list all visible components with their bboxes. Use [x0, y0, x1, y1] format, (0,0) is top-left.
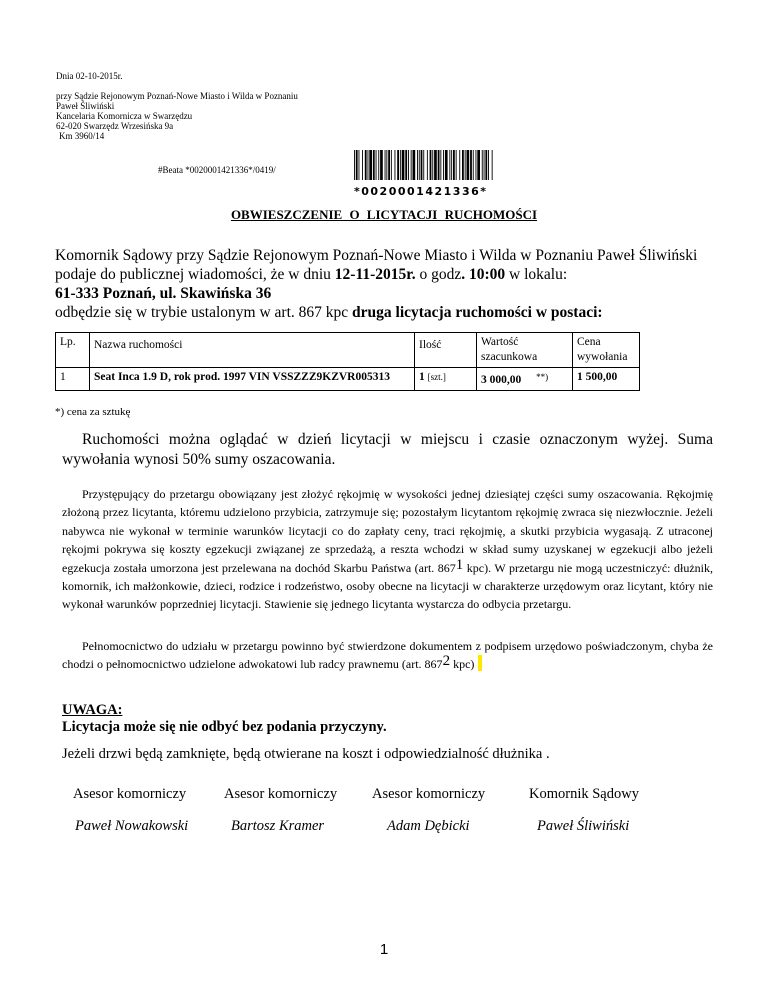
auction-location: 61-333 Poznań, ul. Skawińska 36 — [55, 285, 272, 302]
barcode-bar — [376, 150, 377, 180]
barcode-bar — [488, 150, 489, 180]
header-qty: Ilość — [415, 333, 477, 368]
barcode-bar — [368, 150, 369, 180]
intro-line-1: Komornik Sądowy przy Sądzie Rejonowym Poznań-Nowe Miasto i Wilda w Poznaniu Paweł Śliwiński — [55, 247, 698, 264]
row-qty-value: 1 — [419, 371, 425, 383]
intro-line-2 — [55, 265, 715, 284]
row-value — [477, 368, 573, 391]
row-qty — [415, 368, 477, 391]
barcode-bar — [395, 150, 396, 180]
barcode-reference: #Beata *0020001421336*/0419/ — [158, 165, 276, 175]
case-number: Km 3960/14 — [59, 131, 105, 141]
signature-name-2: Bartosz Kramer — [231, 818, 325, 834]
auction-date: 12-11-2015r. — [334, 266, 416, 283]
barcode-bar — [492, 150, 493, 180]
header-lp: Lp. — [56, 333, 90, 368]
signature-role-2: Asesor komorniczy — [224, 786, 338, 802]
barcode-bar — [354, 150, 355, 180]
deposit-text-a: Przystępujący do przetargu obowiązany jest złożyć rękojmię w wysokości jednej dziesiątej części sumy oszacowania. Rękojmię złożoną przez licytanta, któremu udzielono przybicia, zatrzymuje się; pozostałym licytantom rękojmię zwraca się niezwłocznie. Jeżeli nabywca nie wykonał w terminie warunków licytacji co do zapłaty ceny, traci rękojmię, a skutki przybicia wygasają. Z utraconej rękojmi pokrywa się koszty egzekucji związanej ze sprzedażą, a reszta wchodzi w skład sumy uzyskanej w egzekucji albo jeżeli egzekucja została umorzona jest przelewana na dochód Skarbu Państwa (art. 867 — [62, 487, 713, 575]
office-name: Kancelaria Komornicza w Swarzędzu — [56, 111, 193, 121]
barcode-bar — [451, 150, 452, 180]
barcode-bar — [467, 150, 470, 180]
barcode-bar — [369, 150, 372, 180]
signature-name-3: Adam Dębicki — [387, 818, 470, 834]
barcode-bar — [391, 150, 392, 180]
signature-role-3: Asesor komorniczy — [372, 786, 486, 802]
power-of-attorney-paragraph — [62, 637, 713, 674]
row-value-note: **) — [536, 372, 549, 382]
intro-text — [55, 246, 715, 322]
barcode-bar — [400, 150, 401, 180]
row-price: 1 500,00 — [573, 368, 640, 391]
signature-role-4: Komornik Sądowy — [529, 786, 639, 802]
barcode-bar — [477, 150, 480, 180]
barcode-bar — [405, 150, 407, 180]
barcode-bar — [373, 150, 375, 180]
highlight-mark — [478, 655, 482, 671]
barcode-bar — [423, 150, 424, 180]
barcode-bar — [417, 150, 418, 180]
barcode-bar — [456, 150, 457, 180]
bailiff-name: Paweł Śliwiński — [56, 101, 115, 111]
table-header-row — [56, 333, 640, 368]
barcode-bar — [378, 150, 379, 180]
barcode-bar — [465, 150, 466, 180]
barcode-bar — [421, 150, 423, 180]
signatures — [0, 786, 768, 846]
deposit-paragraph — [62, 485, 713, 614]
barcode-code: *0020001421336* — [354, 185, 488, 198]
footnote: *) cena za sztukę — [55, 406, 131, 418]
viewing-paragraph: Ruchomości można oglądać w dzień licytacji w miejscu i czasie oznaczonym wyżej. Suma wywołania wynosi 50% sumy oszacowania. — [62, 431, 713, 468]
poa-article-sup: 2 — [442, 653, 451, 670]
barcode-bar — [388, 150, 390, 180]
table-row — [56, 368, 640, 391]
signature-role-1: Asesor komorniczy — [73, 786, 187, 802]
notice-text: Licytacja może się nie odbyć bez podania przyczyny. — [62, 719, 387, 735]
barcode-bar — [413, 150, 416, 180]
barcode-bar — [359, 150, 360, 180]
intro-line-4 — [55, 303, 715, 322]
signature-name-4: Paweł Śliwiński — [537, 818, 630, 834]
barcode-bar — [459, 150, 460, 180]
page-title: OBWIESZCZENIE O LICYTACJI RUCHOMOŚCI — [230, 207, 538, 222]
poa-text-a: Pełnomocnictwo do udziału w przetargu powinno być stwierdzone dokumentem z podpisem urzędowo poświadczonym, chyba że chodzi o pełnomocnictwo udzielone adwokatowi lub radcy prawnemu (art. 867 — [62, 639, 713, 672]
barcode-bar — [438, 150, 440, 180]
barcode-bars — [354, 150, 494, 180]
barcode-bar — [443, 150, 444, 180]
notice-block — [62, 702, 387, 736]
poa-text-b: kpc) — [450, 657, 475, 672]
auction-time: . 10:00 — [461, 266, 506, 283]
barcode-bar — [434, 150, 437, 180]
barcode-bar — [362, 150, 363, 180]
barcode-bar — [485, 150, 487, 180]
barcode-bar — [430, 150, 432, 180]
barcode-bar — [402, 150, 405, 180]
barcode-bar — [385, 150, 386, 180]
barcode-bar — [445, 150, 448, 180]
intro-line-2-start: podaje do publicznej wiadomości, że w dniu — [55, 266, 335, 283]
items-table — [55, 332, 640, 391]
row-value-amount: 3 000,00 — [481, 374, 522, 386]
barcode-bar — [453, 150, 455, 180]
barcode-bar — [440, 150, 441, 180]
signature-name-1: Paweł Nowakowski — [75, 818, 189, 834]
auction-type: druga licytacja ruchomości w postaci: — [352, 304, 603, 321]
row-name: Seat Inca 1.9 D, rok prod. 1997 VIN VSSZZZ9KZVR005313 — [90, 368, 415, 391]
intro-line-2-end: w lokalu: — [505, 266, 568, 283]
barcode-bar — [427, 150, 428, 180]
barcode-bar — [449, 150, 450, 180]
row-qty-unit: [szt.] — [427, 372, 446, 382]
deposit-text-b: kpc). W przetargu nie mogą uczestniczyć: dłużnik, komornik, ich małżonkowie, dzieci, rodzice i rodzeństwo, osoby obecne na licytacji w charakterze urzędowym oraz licytant, który nie wykonał warunków poprzedniej licytacji. Stawienie się jednego licytanta wystarcza do odbycia przetargu. — [62, 560, 713, 612]
letterhead — [56, 71, 298, 141]
barcode-bar — [408, 150, 409, 180]
court-name: przy Sądzie Rejonowym Poznań-Nowe Miasto i Wilda w Poznaniu — [56, 91, 298, 101]
barcode-bar — [473, 150, 474, 180]
barcode-bar — [482, 150, 483, 180]
barcode-bar — [470, 150, 472, 180]
barcode-bar — [365, 150, 367, 180]
barcode-bar — [462, 150, 464, 180]
header-value: Wartość szacunkowa — [477, 333, 573, 368]
header-name: Nazwa ruchomości — [90, 333, 415, 368]
intro-line-4-start: odbędzie się w trybie ustalonym w art. 867 kpc — [55, 304, 353, 321]
barcode-bar — [356, 150, 358, 180]
barcode-bar — [432, 150, 433, 180]
intro-line-2-mid: o godz — [415, 266, 462, 283]
deposit-article-sup: 1 — [455, 556, 464, 573]
barcode-bar — [484, 150, 485, 180]
document-date: Dnia 02-10-2015r. — [56, 71, 123, 81]
office-address: 62-020 Swarzędz Wrzesińska 9a — [56, 121, 174, 131]
barcode — [354, 150, 494, 198]
barcode-bar — [411, 150, 412, 180]
barcode-bar — [386, 150, 387, 180]
row-lp: 1 — [56, 368, 90, 391]
barcode-bar — [476, 150, 477, 180]
header-price: Cena wywołania — [573, 333, 640, 368]
doors-note: Jeżeli drzwi będą zamknięte, będą otwierane na koszt i odpowiedzialność dłużnika . — [62, 746, 550, 762]
notice-heading: UWAGA: — [62, 702, 123, 718]
barcode-bar — [419, 150, 420, 180]
barcode-bar — [397, 150, 399, 180]
page-number: 1 — [379, 941, 389, 958]
barcode-bar — [380, 150, 383, 180]
